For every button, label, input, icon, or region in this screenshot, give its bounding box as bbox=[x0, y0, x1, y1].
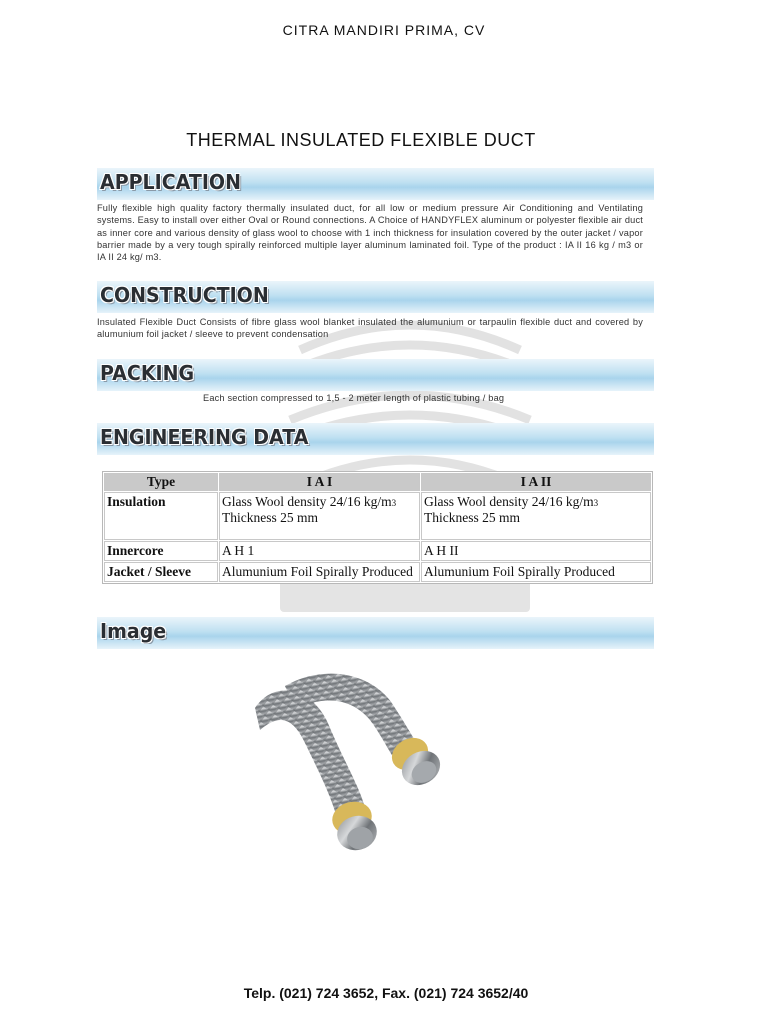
table-row-innercore bbox=[104, 541, 651, 561]
innercore-ia2: A H II bbox=[421, 541, 651, 561]
header-type: Type bbox=[104, 473, 218, 491]
insulation-ia2-thickness: Thickness 25 mm bbox=[424, 510, 520, 525]
table-row-insulation bbox=[104, 492, 651, 540]
packing-text: Each section compressed to 1,5 - 2 meter length of plastic tubing / bag bbox=[203, 393, 505, 403]
application-heading: APPLICATION bbox=[100, 170, 242, 194]
flexible-duct-photo bbox=[245, 668, 455, 868]
insulation-ia1-unit-sub: 3 bbox=[391, 498, 397, 508]
table-header-row bbox=[104, 473, 651, 491]
table-row-jacket bbox=[104, 562, 651, 582]
packing-section-band bbox=[97, 359, 654, 391]
insulation-ia1-cell bbox=[219, 492, 420, 540]
construction-text: Insulated Flexible Duct Consists of fibre glass wool blanket insulated the alumunium or tarpaulin flexible duct and covered by alumunium foil jacket / sleeve to prevent condensation bbox=[97, 317, 643, 340]
image-heading: Image bbox=[100, 619, 167, 643]
application-section-band bbox=[97, 168, 654, 200]
construction-heading: CONSTRUCTION bbox=[100, 283, 269, 307]
jacket-ia2: Alumunium Foil Spirally Produced bbox=[421, 562, 651, 582]
header-ia1: I A I bbox=[219, 473, 420, 491]
jacket-ia1: Alumunium Foil Spirally Produced bbox=[219, 562, 420, 582]
insulation-ia2-unit-sub: 3 bbox=[593, 498, 599, 508]
engineering-section-band bbox=[97, 423, 654, 455]
row-label-insulation: Insulation bbox=[104, 492, 218, 540]
header-ia2: I A II bbox=[421, 473, 651, 491]
insulation-ia1-thickness: Thickness 25 mm bbox=[222, 510, 318, 525]
application-text: Fully flexible high quality factory thermally insulated duct, for all low or medium pressure Air Conditioning and Ventilating systems. Easy to install over either Oval or Round connections. A Choice of HANDYFLEX aluminum or polyester flexible air duct as inner core and various density of glass wool to choose with 1 inch thickness for insulation covered by the outer jacket / vapor barrier made by a very tough spirally reinforced multiple layer aluminum laminated foil. Type of the product : IA II 16 kg / m3 or IA II 24 kg/ m3. bbox=[97, 203, 643, 263]
engineering-heading: ENGINEERING DATA bbox=[100, 425, 309, 449]
company-name: CITRA MANDIRI PRIMA, CV bbox=[282, 22, 486, 38]
row-label-innercore: Innercore bbox=[104, 541, 218, 561]
insulation-ia2-density: Glass Wool density 24/16 kg/m bbox=[424, 494, 594, 509]
insulation-ia2-cell bbox=[421, 492, 651, 540]
document-title: THERMAL INSULATED FLEXIBLE DUCT bbox=[186, 130, 536, 150]
insulation-ia1-density: Glass Wool density 24/16 kg/m bbox=[222, 494, 392, 509]
image-section-band bbox=[97, 617, 654, 649]
engineering-data-table bbox=[102, 471, 653, 584]
construction-section-band bbox=[97, 281, 654, 313]
innercore-ia1: A H 1 bbox=[219, 541, 420, 561]
contact-footer: Telp. (021) 724 3652, Fax. (021) 724 3652/40 bbox=[243, 985, 529, 1001]
packing-heading: PACKING bbox=[100, 361, 195, 385]
row-label-jacket: Jacket / Sleeve bbox=[104, 562, 218, 582]
